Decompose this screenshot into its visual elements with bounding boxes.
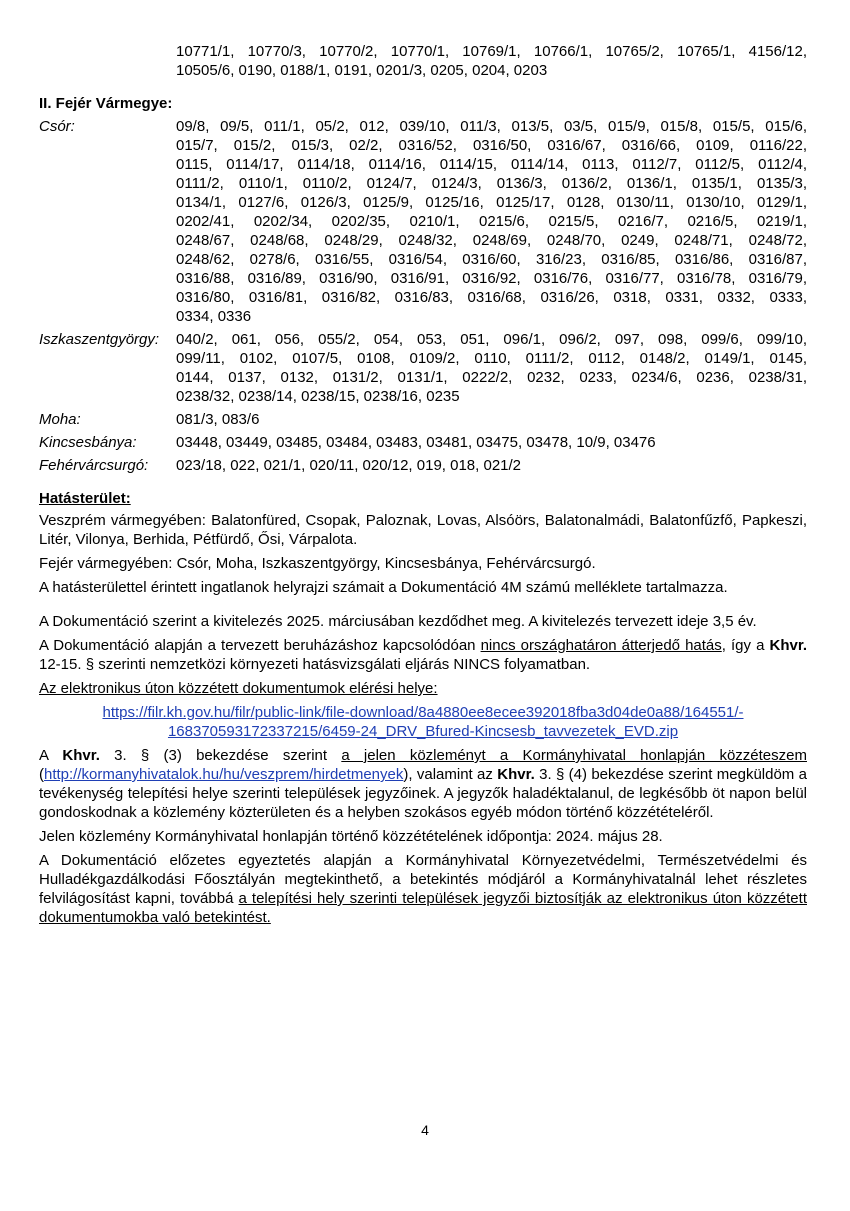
parcel-line: 099/11, 0102, 0107/5, 0108, 0109/2, 0110, 0111/2, 0112, 0148/2, 0149/1, 0145,: [176, 350, 807, 367]
settlement-parcels: [176, 330, 807, 406]
settlement-row-moha: [39, 410, 807, 429]
parcel-line: 0316/80, 0316/81, 0316/82, 0316/83, 0316/68, 0316/26, 0318, 0331, 0332, 0333,: [176, 289, 807, 306]
hatas-melleklet: A hatásterülettel érintett ingatlanok helyrajzi számait a Dokumentáció 4M számú melléklete tartalmazza.: [39, 579, 728, 596]
orszaghatar-paragraph: [39, 636, 807, 674]
hatas-veszprem: Veszprém vármegyében: Balatonfüred, Csopak, Paloznak, Lovas, Alsóörs, Balatonalmádi, Balatonfűzfő, Papkeszi, Litér, Vilonya, Berhida, Pétfürdő, Ősi, Várpalota.: [39, 512, 807, 548]
settlement-row-kincsesbanya: [39, 433, 807, 452]
text-span: A: [39, 747, 63, 764]
settlement-name: Iszkaszentgyörgy:: [39, 331, 160, 348]
settlement-name: Kincsesbánya:: [39, 434, 137, 451]
settlement-parcels: [176, 433, 807, 452]
fejer-heading: II. Fejér Vármegye:: [39, 95, 173, 112]
text-span: A Dokumentáció alapján a tervezett beruházáshoz kapcsolódóan: [39, 637, 481, 654]
settlement-parcels: [176, 410, 807, 429]
parcel-line: 023/18, 022, 021/1, 020/11, 020/12, 019, 018, 021/2: [176, 457, 522, 474]
text-span: 12-15. § szerinti nemzetközi környezeti hatásvizsgálati eljárás NINCS folyamatban.: [39, 656, 591, 673]
parcel-line: 015/7, 015/2, 015/3, 02/2, 0316/52, 0316/50, 0316/67, 0316/66, 0109, 0116/22,: [176, 137, 807, 154]
text-span: , így a: [721, 637, 770, 654]
settlement-row-fehervarcsurgo: [39, 456, 807, 475]
hatasterulet-heading: Hatásterület:: [39, 490, 131, 507]
parcel-line: 0202/41, 0202/34, 0202/35, 0210/1, 0215/6, 0215/5, 0216/7, 0216/5, 0219/1,: [176, 213, 807, 230]
settlement-name: Moha:: [39, 411, 81, 428]
underlined-text: a jelen közleményt a Kormányhivatal honlapján közzéteszem: [341, 747, 807, 764]
parcel-line: 0144, 0137, 0132, 0131/2, 0131/1, 0222/2, 0232, 0233, 0234/6, 0236, 0238/31,: [176, 369, 807, 386]
hatas-fejer: Fejér vármegyében: Csór, Moha, Iszkaszentgyörgy, Kincsesbánya, Fehérvárcsurgó.: [39, 555, 596, 572]
text-span: A Dokumentáció előzetes egyeztetés alapján a Kormányhivatal Környezetvédelmi, Természetvédelmi és Hulladékgazdálkodási Főosztályán megtekinthető, a betekintés módjáról a Kormányhivatalnál lehet részletes felvilágosítást kapni, továbbá: [39, 852, 807, 907]
parcel-line: 0115, 0114/17, 0114/18, 0114/16, 0114/15, 0114/14, 0113, 0112/7, 0112/5, 0112/4,: [176, 156, 807, 173]
settlement-parcels: [176, 456, 807, 475]
settlement-name: Fehérvárcsurgó:: [39, 457, 149, 474]
parcel-line: 0134/1, 0127/6, 0126/3, 0125/9, 0125/16, 0125/17, 0128, 0130/11, 0130/10, 0129/1,: [176, 194, 807, 211]
text-span: ), valamint az: [403, 766, 498, 783]
documents-link-line[interactable]: 168370593172337215/6459-24_DRV_Bfured-Kincsesb_tavvezetek_EVD.zip: [167, 723, 679, 740]
kozzetetel-paragraph: Jelen közlemény Kormányhivatal honlapján történő közzétételének időpontja: 2024. május 28.: [39, 828, 663, 845]
parcel-line: 0316/88, 0316/89, 0316/90, 0316/91, 0316/92, 0316/76, 0316/77, 0316/78, 0316/79,: [176, 270, 807, 287]
settlement-row-iszkaszentgyorgy: [39, 330, 807, 406]
khvr-abbrev: Khvr.: [497, 766, 535, 783]
parcel-line: 0248/62, 0278/6, 0316/55, 0316/54, 0316/60, 316/23, 0316/85, 0316/86, 0316/87,: [176, 251, 807, 268]
khvr-abbrev: Khvr.: [62, 747, 100, 764]
betekintes-paragraph: [39, 851, 807, 927]
documents-link[interactable]: [39, 703, 807, 741]
parcel-line: 040/2, 061, 056, 055/2, 054, 053, 051, 096/1, 096/2, 097, 098, 099/6, 099/10,: [176, 331, 807, 348]
parcel-line: 081/3, 083/6: [176, 411, 260, 428]
text-span: (: [39, 766, 44, 783]
text-span: 3. § (4) bekezdése szerint megküldöm a tevékenység telepítési helye szerinti települések jegyzőinek. A jegyzők haladéktalanul, de legkésőbb öt napon belül gondoskodnak a közlemény közterületen és a helyben szokásos egyéb módon történő közzétételéről.: [39, 766, 807, 821]
page-number: 4: [421, 1122, 429, 1138]
page-content: [39, 42, 807, 932]
text-span: 3. § (3) bekezdése szerint: [99, 747, 342, 764]
settlement-row-csor: [39, 117, 807, 326]
parcel-line: 0238/32, 0238/14, 0238/15, 0238/16, 0235: [176, 388, 460, 405]
documents-link-line[interactable]: https://filr.kh.gov.hu/filr/public-link/file-download/8a4880ee8ecee392018fba3d04de0a88/164551/-: [102, 704, 744, 721]
parcel-line: 03448, 03449, 03485, 03484, 03483, 03481, 03475, 03478, 10/9, 03476: [176, 434, 656, 451]
underlined-text: nincs országhatáron átterjedő hatás: [480, 637, 722, 654]
parcel-line: 10771/1, 10770/3, 10770/2, 10770/1, 10769/1, 10766/1, 10765/2, 10765/1, 4156/12,: [176, 43, 807, 60]
parcel-line: 10505/6, 0190, 0188/1, 0191, 0201/3, 0205, 0204, 0203: [176, 62, 548, 79]
khvr-paragraph: [39, 746, 807, 822]
settlement-name: Csór:: [39, 118, 75, 135]
veszprem-parcel-list: [39, 42, 807, 80]
parcel-line: 0248/67, 0248/68, 0248/29, 0248/32, 0248/69, 0248/70, 0249, 0248/71, 0248/72,: [176, 232, 807, 249]
khvr-abbrev: Khvr.: [769, 637, 808, 654]
underlined-text: a telepítési hely szerinti települések jegyzői biztosítják az elektronikus úton közzétett dokumentumokba való betekintést.: [39, 890, 807, 926]
kivitelezes-paragraph: A Dokumentáció szerint a kivitelezés 2025. márciusában kezdődhet meg. A kivitelezés tervezett ideje 3,5 év.: [39, 613, 757, 630]
access-label: Az elektronikus úton közzétett dokumentumok elérési helye:: [39, 680, 438, 697]
settlement-parcels: [176, 117, 807, 326]
parcel-line: 0334, 0336: [176, 308, 252, 325]
parcel-line: 0111/2, 0110/1, 0110/2, 0124/7, 0124/3, 0136/3, 0136/2, 0136/1, 0135/1, 0135/3,: [176, 175, 807, 192]
parcel-line: 09/8, 09/5, 011/1, 05/2, 012, 039/10, 011/3, 013/5, 03/5, 015/9, 015/8, 015/5, 015/6,: [176, 118, 807, 135]
hirdetmenyek-link[interactable]: http://kormanyhivatalok.hu/hu/veszprem/hirdetmenyek: [44, 766, 404, 783]
